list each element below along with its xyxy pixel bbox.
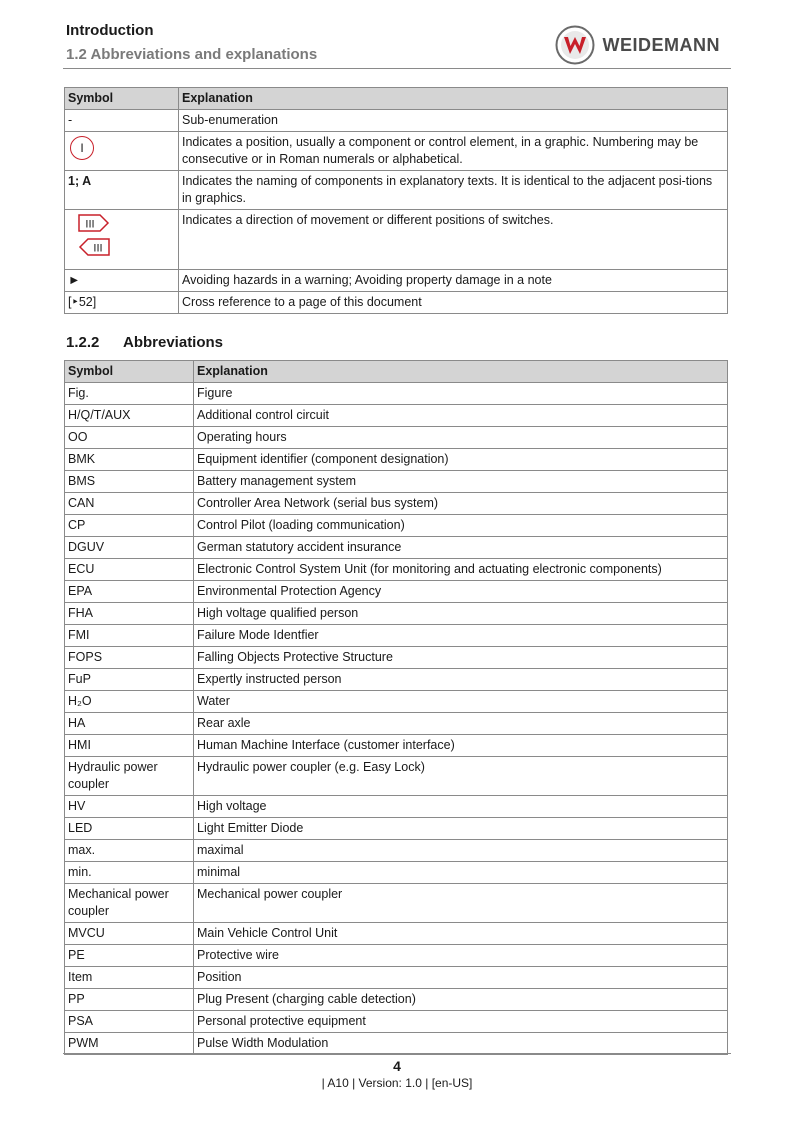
abbreviations-table-body <box>65 383 728 1055</box>
abbreviation-symbol-cell: ECU <box>65 559 194 581</box>
explanation-cell: Avoiding hazards in a warning; Avoiding property damage in a note <box>179 270 728 292</box>
abbreviation-symbol-cell: Fig. <box>65 383 194 405</box>
abbreviation-symbol-cell: BMS <box>65 471 194 493</box>
symbol-cell <box>65 132 179 171</box>
abbreviation-symbol-cell: PSA <box>65 1011 194 1033</box>
version-info: | A10 | Version: 1.0 | [en-US] <box>321 1076 473 1090</box>
abbreviation-explanation-cell: Battery management system <box>194 471 728 493</box>
abbreviation-explanation-cell: Water <box>194 691 728 713</box>
abbreviation-explanation-cell: Falling Objects Protective Structure <box>194 647 728 669</box>
table-row <box>65 515 728 537</box>
table-row <box>65 559 728 581</box>
abbreviation-symbol-cell: HV <box>65 796 194 818</box>
abbreviation-explanation-cell: Figure <box>194 383 728 405</box>
abbreviation-symbol-cell: FOPS <box>65 647 194 669</box>
abbreviation-explanation-cell: Environmental Protection Agency <box>194 581 728 603</box>
arrow-label: III <box>85 218 95 231</box>
column-header-symbol: Symbol <box>65 88 179 110</box>
table-row <box>65 270 728 292</box>
position-circle-icon: I <box>70 136 94 160</box>
table-row <box>65 383 728 405</box>
table-row <box>65 625 728 647</box>
abbreviation-explanation-cell: Light Emitter Diode <box>194 818 728 840</box>
table-row <box>65 1033 728 1055</box>
abbreviation-explanation-cell: Additional control circuit <box>194 405 728 427</box>
abbreviation-explanation-cell: High voltage qualified person <box>194 603 728 625</box>
table-row <box>65 292 728 314</box>
arrow-label: III <box>93 242 103 255</box>
abbreviation-symbol-cell: PWM <box>65 1033 194 1055</box>
table-row <box>65 818 728 840</box>
symbol-cell <box>65 210 179 270</box>
table-header-row <box>65 361 728 383</box>
column-header-explanation: Explanation <box>194 361 728 383</box>
abbreviation-explanation-cell: Controller Area Network (serial bus system) <box>194 493 728 515</box>
table-row <box>65 581 728 603</box>
abbreviation-symbol-cell: H/Q/T/AUX <box>65 405 194 427</box>
abbreviation-explanation-cell: Rear axle <box>194 713 728 735</box>
abbreviation-explanation-cell: Control Pilot (loading communication) <box>194 515 728 537</box>
abbreviation-explanation-cell: Mechanical power coupler <box>194 884 728 923</box>
abbreviation-explanation-cell: Plug Present (charging cable detection) <box>194 989 728 1011</box>
explanation-cell: Indicates a direction of movement or different positions of switches. <box>179 210 728 270</box>
abbreviation-symbol-cell: DGUV <box>65 537 194 559</box>
table-row <box>65 796 728 818</box>
table-row <box>65 862 728 884</box>
abbreviation-explanation-cell: minimal <box>194 862 728 884</box>
table-row <box>65 449 728 471</box>
abbreviations-table <box>64 360 728 1055</box>
abbreviation-explanation-cell: Position <box>194 967 728 989</box>
table-row <box>65 713 728 735</box>
section-title: Abbreviations <box>123 334 224 351</box>
table-row <box>65 647 728 669</box>
table-row <box>65 537 728 559</box>
abbreviation-symbol-cell: OO <box>65 427 194 449</box>
table-row <box>65 210 728 270</box>
abbreviation-symbol-cell: HMI <box>65 735 194 757</box>
section-subtitle: 1.2 Abbreviations and explanations <box>66 46 318 63</box>
table-row <box>65 669 728 691</box>
table-row <box>65 691 728 713</box>
table-row <box>65 427 728 449</box>
abbreviation-symbol-cell: CP <box>65 515 194 537</box>
abbreviation-symbol-cell: Item <box>65 967 194 989</box>
table-row <box>65 945 728 967</box>
abbreviation-symbol-cell: CAN <box>65 493 194 515</box>
abbreviation-explanation-cell: German statutory accident insurance <box>194 537 728 559</box>
explanation-cell: Sub-enumeration <box>179 110 728 132</box>
table-row <box>65 171 728 210</box>
table-header-row <box>65 88 728 110</box>
table-row <box>65 132 728 171</box>
table-row <box>65 493 728 515</box>
abbreviation-symbol-cell: FHA <box>65 603 194 625</box>
symbol-cell: [‣52] <box>65 292 179 314</box>
table-row <box>65 735 728 757</box>
symbol-cell: - <box>65 110 179 132</box>
abbreviation-explanation-cell: Human Machine Interface (customer interface) <box>194 735 728 757</box>
symbols-table <box>64 87 728 314</box>
abbreviation-explanation-cell: Expertly instructed person <box>194 669 728 691</box>
abbreviation-explanation-cell: Failure Mode Identfier <box>194 625 728 647</box>
weidemann-logo <box>555 24 721 66</box>
abbreviation-symbol-cell: PP <box>65 989 194 1011</box>
explanation-cell: Indicates a position, usually a component or control element, in a graphic. Numbering may be consecutive or in Roman numerals or alphabetical. <box>179 132 728 171</box>
abbreviation-symbol-cell: H₂O <box>65 691 194 713</box>
table-row <box>65 884 728 923</box>
weidemann-logo-icon <box>555 25 595 65</box>
abbreviation-explanation-cell: Equipment identifier (component designation) <box>194 449 728 471</box>
arrow-left-icon <box>78 238 110 256</box>
abbreviation-symbol-cell: FMI <box>65 625 194 647</box>
abbreviation-symbol-cell: max. <box>65 840 194 862</box>
table-row <box>65 471 728 493</box>
symbol-cell: ► <box>65 270 179 292</box>
abbreviation-symbol-cell: min. <box>65 862 194 884</box>
table-row <box>65 840 728 862</box>
section-heading <box>66 334 223 351</box>
page-header <box>66 20 730 68</box>
abbreviation-explanation-cell: Pulse Width Modulation <box>194 1033 728 1055</box>
symbol-cell: 1; A <box>65 171 179 210</box>
abbreviation-symbol-cell: Hydraulic power coupler <box>65 757 194 796</box>
table-row <box>65 923 728 945</box>
abbreviation-symbol-cell: EPA <box>65 581 194 603</box>
table-row <box>65 757 728 796</box>
column-header-explanation: Explanation <box>179 88 728 110</box>
explanation-cell: Indicates the naming of components in explanatory texts. It is identical to the adjacent posi-tions in graphics. <box>179 171 728 210</box>
page-number: 4 <box>393 1058 401 1074</box>
table-row <box>65 989 728 1011</box>
abbreviation-symbol-cell: BMK <box>65 449 194 471</box>
abbreviation-symbol-cell: MVCU <box>65 923 194 945</box>
explanation-cell: Cross reference to a page of this document <box>179 292 728 314</box>
abbreviation-symbol-cell: LED <box>65 818 194 840</box>
abbreviation-symbol-cell: PE <box>65 945 194 967</box>
table-row <box>65 405 728 427</box>
table-row <box>65 110 728 132</box>
abbreviation-explanation-cell: Personal protective equipment <box>194 1011 728 1033</box>
abbreviation-explanation-cell: High voltage <box>194 796 728 818</box>
section-number: 1.2.2 <box>66 334 100 351</box>
abbreviation-symbol-cell: HA <box>65 713 194 735</box>
abbreviation-explanation-cell: Main Vehicle Control Unit <box>194 923 728 945</box>
arrow-right-icon <box>78 214 110 232</box>
abbreviation-explanation-cell: Hydraulic power coupler (e.g. Easy Lock) <box>194 757 728 796</box>
table-row <box>65 1011 728 1033</box>
column-header-symbol: Symbol <box>65 361 194 383</box>
header-divider <box>63 68 731 69</box>
abbreviation-explanation-cell: Electronic Control System Unit (for monitoring and actuating electronic components) <box>194 559 728 581</box>
abbreviation-symbol-cell: Mechanical power coupler <box>65 884 194 923</box>
table-row <box>65 967 728 989</box>
table-row <box>65 603 728 625</box>
logo-text: WEIDEMANN <box>602 34 720 55</box>
abbreviation-symbol-cell: FuP <box>65 669 194 691</box>
chapter-title: Introduction <box>66 22 154 39</box>
footer-divider <box>63 1053 731 1054</box>
abbreviation-explanation-cell: maximal <box>194 840 728 862</box>
abbreviation-explanation-cell: Operating hours <box>194 427 728 449</box>
abbreviation-explanation-cell: Protective wire <box>194 945 728 967</box>
